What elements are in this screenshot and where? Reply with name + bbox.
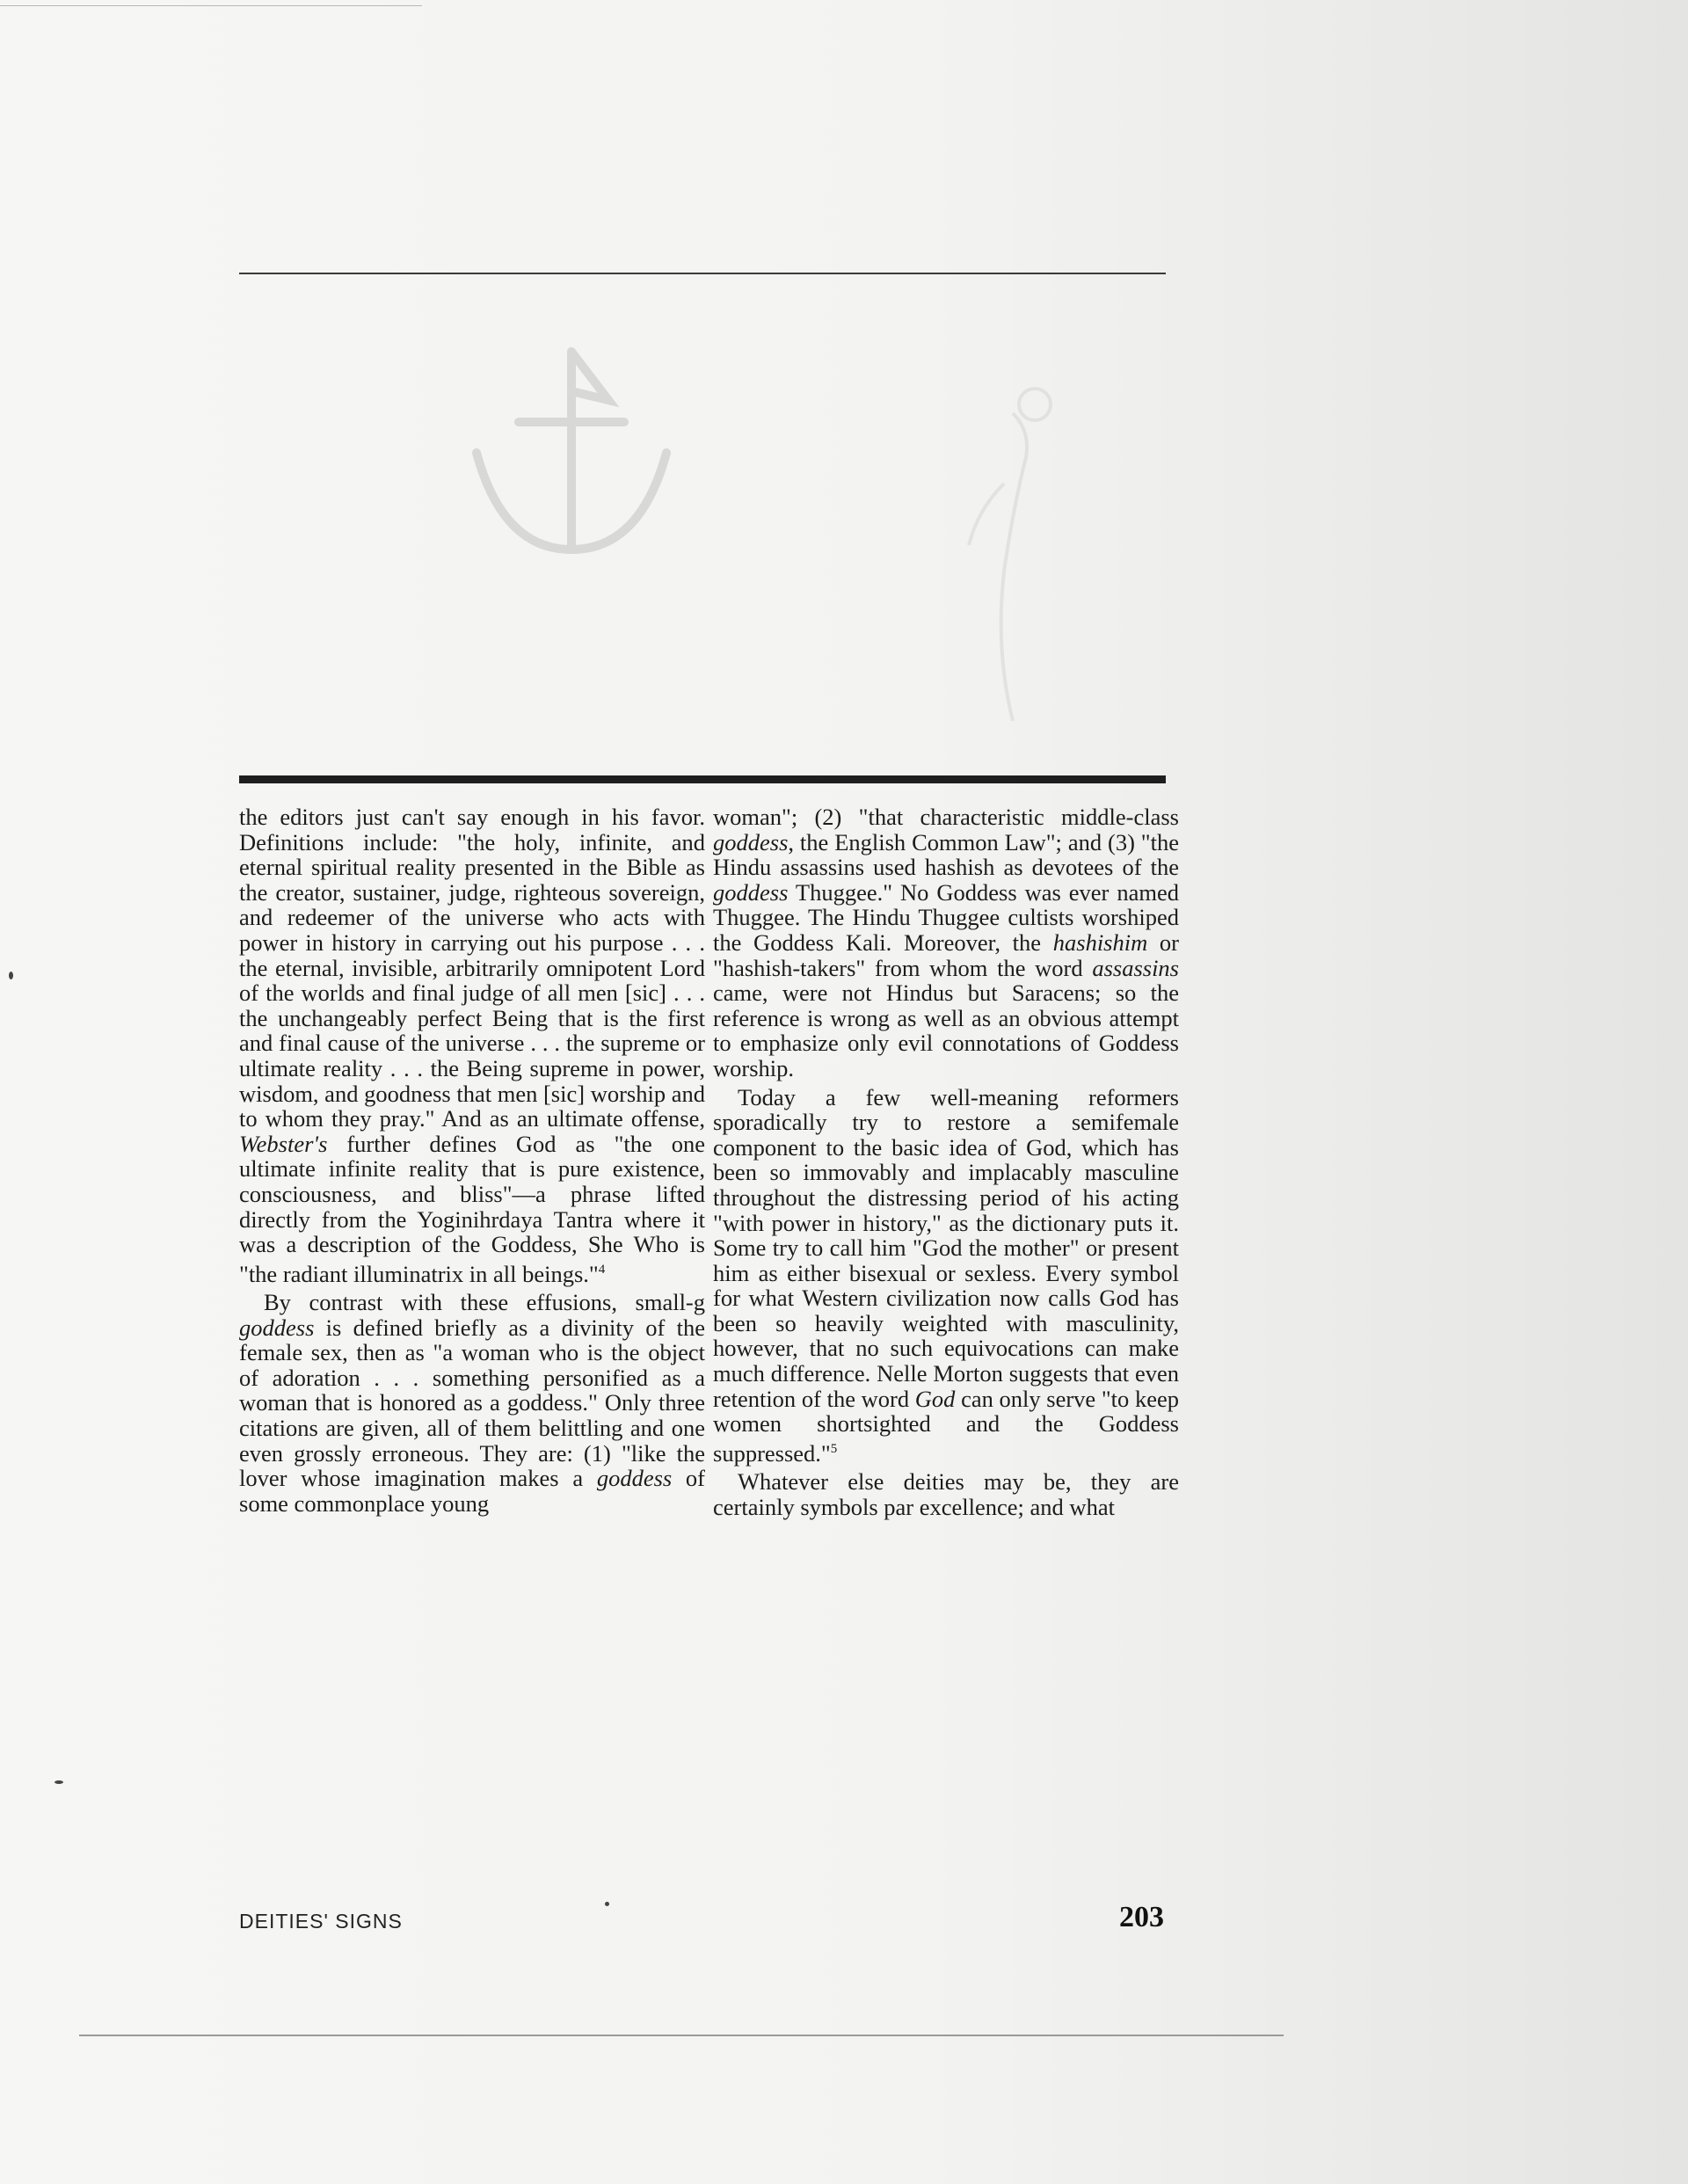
text-run: further defines God as "the one ultimate infinite reality that is pure existence, consciousness, and bliss"—a phrase lifted directly from the Yoginihrdaya Tantra where it was a description of the Goddess, She Who is "the radiant illuminatrix in all beings.": [239, 1130, 705, 1287]
text-run: can only serve "to keep women shortsighted and the Goddess suppressed.": [713, 1385, 1179, 1467]
italic-text: goddess: [596, 1465, 673, 1492]
section-rule: [239, 775, 1166, 783]
text-column-left: [239, 804, 705, 1516]
scan-edge-bottom: [79, 2035, 1284, 2036]
paragraph: [713, 1085, 1179, 1467]
anchor-cross-icon: [477, 352, 666, 550]
italic-text: goddess: [239, 1314, 315, 1341]
text-run: the editors just can't say enough in his favor. Definitions include: "the holy, infinite, and eternal spiritual reality presented in the Bible as the creator, sustainer, judge, righteous sovereign, and redeemer of the universe who acts with power in history in carrying out his purpose . . . the eternal, invisible, arbitrarily omnipotent Lord of the worlds and final judge of all men [sic] . . . the unchangeably perfect Being that is the first and final cause of the universe . . . the supreme or ultimate reality . . . the Being supreme in power, wisdom, and goodness that men [sic] worship and to whom they pray." And as an ultimate offense,: [239, 804, 705, 1132]
paragraph: [239, 1290, 705, 1516]
scan-speck: [9, 972, 13, 979]
text-run: woman"; (2) "that characteristic middle-class: [713, 804, 1179, 830]
running-footer-title: DEITIES' SIGNS: [239, 1910, 403, 1933]
header-rule: [239, 273, 1166, 274]
text-run: By contrast with these effusions, small-g: [264, 1289, 705, 1316]
italic-text: Webster's: [239, 1130, 328, 1157]
italic-text: assassins: [1092, 954, 1179, 981]
page-number: 203: [1119, 1901, 1164, 1933]
text-column-right: [713, 804, 1179, 1519]
text-run: of some commonplace young: [239, 1465, 705, 1517]
text-run: Today a few well-meaning reformers sporadically try to restore a semifemale component to the basic idea of God, which has been so immovably and implacably masculine throughout the distressing period of his acting "with power in history," as the dictionary puts it. Some try to call him "God the mother" or present him as either bisexual or sexless. Every symbol for what Western civilization now calls God has been so heavily weighted with masculinity, however, that no such equivocations can make much difference. Nelle Morton suggests that even retention of the word: [713, 1083, 1179, 1412]
text-run: is defined briefly as a divinity of the female sex, then as "a woman who is the object of adoration . . . something personified as a woman that is honored as a goddess." Only three citations are given, all of them belittling and one even grossly erroneous. They are: (1) "like the lover whose imagination makes a: [239, 1314, 705, 1492]
text-run: came, were not Hindus but Saracens; so the reference is wrong as well as an obvious attempt to emphasize only evil connotations of Goddess worship.: [713, 979, 1179, 1081]
scan-speck: [605, 1902, 609, 1906]
text-run: Thuggee." No Goddess was ever named Thuggee. The Hindu Thuggee cultists worshiped the Goddess Kali. Moreover, the: [713, 878, 1179, 956]
italic-text: God: [914, 1385, 956, 1412]
faint-figure-sketch: [969, 389, 1051, 721]
italic-text: hashishim: [1052, 928, 1148, 956]
paragraph: [713, 804, 1179, 1081]
scan-speck: [55, 1780, 63, 1784]
footnote-marker: 4: [598, 1262, 606, 1277]
paragraph: [239, 804, 705, 1286]
text-run: or "hashish-takers" from whom the word: [713, 928, 1180, 981]
italic-text: goddess: [713, 878, 789, 906]
anchor-symbol-illustration: [239, 281, 1166, 774]
italic-text: goddess: [713, 828, 789, 855]
text-run: Whatever else deities may be, they are certainly symbols par excellence; and what: [713, 1468, 1179, 1520]
paragraph: [713, 1469, 1179, 1519]
text-run: , the English Common Law"; and (3) "the Hindu assassins used hashish as devotees of the: [713, 828, 1179, 881]
footnote-marker: 5: [830, 1441, 838, 1456]
